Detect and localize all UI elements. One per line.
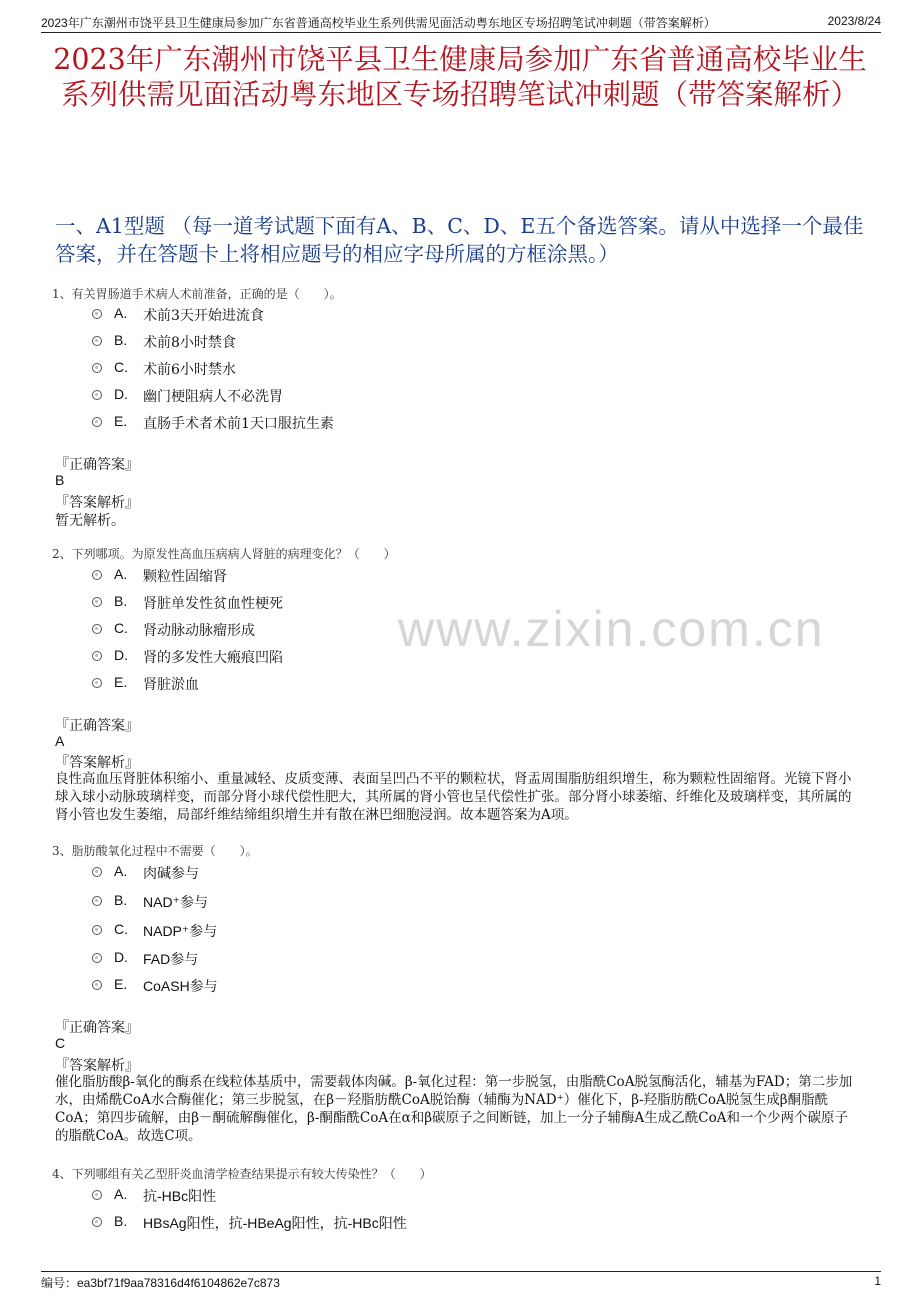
header-doc-title: 2023年广东潮州市饶平县卫生健康局参加广东省普通高校毕业生系列供需见面活动粤东地区专场招聘笔试冲刺题（带答案解析） [41,16,716,30]
answer-label: 『正确答案』 [55,718,139,734]
watermark: www.zixin.com.cn [398,601,825,657]
question-stem: 1、有关胃肠道手术病人术前准备，正确的是（ ）。 [52,287,342,301]
analysis-label: 『答案解析』 [55,755,139,771]
section-heading: 一、A1型题 （每一道考试题下面有A、B、C、D、E五个备选答案。请从中选择一个最佳答案，并在答题卡上将相应题号的相应字母所属的方框涂黑。） [55,214,864,266]
question-stem: 3、脂肪酸氧化过程中不需要（ ）。 [52,844,258,858]
radio-button[interactable] [92,570,102,580]
radio-button[interactable] [92,390,102,400]
document-code: 编号：ea3bf71f9aa78316d4f6104862e7c873 [41,1276,280,1290]
header-date: 2023/8/24 [827,14,881,28]
analysis-text: 催化脂肪酸β-氧化的酶系在线粒体基质中，需要载体肉碱。β-氧化过程：第一步脱氢，由脂酰CoA脱氢酶活化，辅基为FAD；第二步加水，由烯酰CoA水合酶催化；第三步脱氢，在β－羟脂肪酰CoA脱饴酶（辅酶为NAD⁺）催化下，β-羟脂肪酰CoA脱氢生成β酮脂酰CoA；第四步硫解，由β－酮硫解酶催化，β-酮酯酰CoA在α和β碳原子之间断链，加上一分子辅酶A生成乙酰CoA和一个少两个碳原子的脂酰CoA。故选C项。 [55,1074,853,1144]
radio-button[interactable] [92,1217,102,1227]
answer-label: 『正确答案』 [55,1020,139,1036]
answer-value: C [55,1035,66,1051]
page-footer [41,1271,881,1292]
answer-value: B [55,472,65,488]
radio-button[interactable] [92,867,102,877]
radio-button[interactable] [92,417,102,427]
radio-button[interactable] [92,678,102,688]
document-title: 2023年广东潮州市饶平县卫生健康局参加广东省普通高校毕业生系列供需见面活动粤东地区专场招聘笔试冲刺题（带答案解析） [53,43,867,111]
answer-label: 『正确答案』 [55,457,139,473]
radio-button[interactable] [92,980,102,990]
analysis-text: 暂无解析。 [55,513,125,529]
radio-button[interactable] [92,363,102,373]
answer-value: A [55,733,65,749]
radio-button[interactable] [92,953,102,963]
radio-button[interactable] [92,597,102,607]
page-header [41,12,881,33]
radio-button[interactable] [92,925,102,935]
question-stem: 2、下列哪项。为原发性高血压病病人肾脏的病理变化？（ ） [52,547,396,561]
radio-button[interactable] [92,1190,102,1200]
analysis-label: 『答案解析』 [55,1058,139,1074]
radio-button[interactable] [92,624,102,634]
radio-button[interactable] [92,309,102,319]
analysis-text: 良性高血压肾脏体积缩小、重量减轻、皮质变薄、表面呈凹凸不平的颗粒状，肾盂周围脂肪组织增生，称为颗粒性固缩肾。光镜下肾小球入球小动脉玻璃样变，而部分肾小球代偿性肥大，其所属的肾小管也呈代偿性扩张。部分肾小球萎缩、纤维化及玻璃样变，其所属的肾小管也发生萎缩，局部纤维结缔组织增生并有散在淋巴细胞浸润。故本题答案为A项。 [55,771,852,823]
analysis-label: 『答案解析』 [55,495,139,511]
question-stem: 4、下列哪组有关乙型肝炎血清学检查结果提示有较大传染性？（ ） [52,1167,432,1181]
radio-button[interactable] [92,336,102,346]
radio-button[interactable] [92,651,102,661]
page-number: 1 [874,1274,881,1288]
radio-button[interactable] [92,896,102,906]
